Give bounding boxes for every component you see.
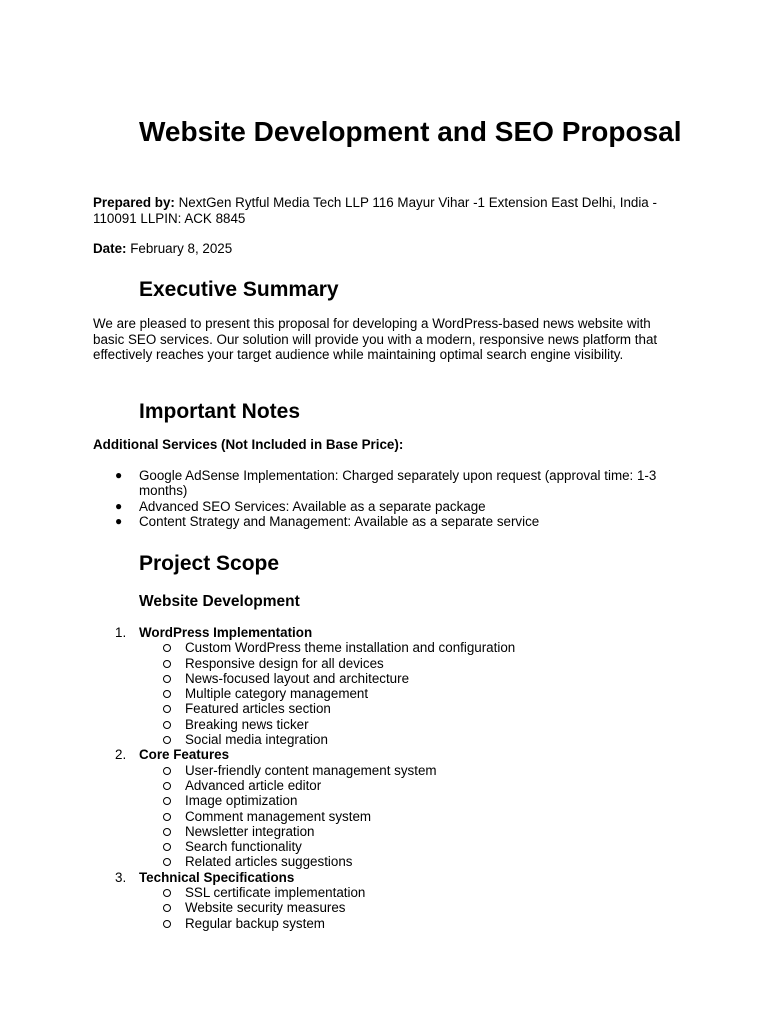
date-label: Date: (93, 241, 127, 256)
circle-bullet-icon (163, 721, 171, 729)
prepared-by-value: NextGen Rytful Media Tech LLP 116 Mayur Vihar -1 Extension East Delhi, India - 110091 LLPIN: ACK 8845 (93, 195, 657, 226)
list-item (139, 763, 683, 778)
circle-bullet-icon (163, 736, 171, 744)
list-item-text: News-focused layout and architecture (185, 670, 410, 686)
list-item-text: Image optimization (185, 793, 298, 809)
list-item-text: User-friendly content management system (185, 762, 437, 778)
scope-section-technical-specifications (93, 870, 683, 931)
list-item-text: Breaking news ticker (185, 716, 309, 732)
scope-section-core-features (93, 747, 683, 869)
list-item-text: Search functionality (185, 839, 302, 855)
list-item-text: Website security measures (185, 900, 346, 916)
list-number: 1. (115, 625, 127, 640)
list-item-text: Featured articles section (185, 701, 331, 717)
list-item-text: SSL certificate implementation (185, 885, 366, 901)
list-item-text: Related articles suggestions (185, 854, 353, 870)
list-item (93, 499, 683, 514)
circle-bullet-icon (163, 828, 171, 836)
list-item (139, 701, 683, 716)
list-item-text: Custom WordPress theme installation and configuration (185, 640, 516, 656)
list-item-text: Responsive design for all devices (185, 655, 384, 671)
additional-services-list (93, 468, 683, 529)
project-scope-heading: Project Scope (139, 552, 280, 575)
list-item-text: Social media integration (185, 732, 328, 748)
prepared-by-label: Prepared by: (93, 195, 175, 210)
list-item (139, 900, 683, 915)
important-notes-heading: Important Notes (139, 400, 301, 423)
date-line (93, 241, 683, 257)
scope-sub-list (139, 885, 683, 931)
list-item-text: Multiple category management (185, 686, 369, 702)
circle-bullet-icon (163, 858, 171, 866)
list-item (139, 732, 683, 747)
list-item-text: Comment management system (185, 808, 372, 824)
circle-bullet-icon (163, 843, 171, 851)
circle-bullet-icon (163, 889, 171, 897)
scope-section-label: Technical Specifications (139, 869, 295, 885)
list-item (139, 916, 683, 931)
list-item-text: Advanced article editor (185, 777, 322, 793)
bullet-icon: ● (115, 468, 123, 482)
scope-section-label: Core Features (139, 747, 230, 763)
circle-bullet-icon (163, 782, 171, 790)
circle-bullet-icon (163, 904, 171, 912)
list-item (139, 656, 683, 671)
list-item-text: Google AdSense Implementation: Charged separately upon request (approval time: 1-3 months) (139, 468, 657, 499)
bullet-icon: ● (115, 513, 123, 528)
list-item (139, 640, 683, 655)
list-item (139, 778, 683, 793)
list-item (139, 671, 683, 686)
executive-summary-body: We are pleased to present this proposal for developing a WordPress-based news website with basic SEO services. Our solution will provide you with a modern, responsive news platform that effectively reaches your target audience while maintaining optimal search engine visibility. (93, 316, 658, 362)
list-item-text: Regular backup system (185, 915, 325, 931)
bullet-icon: ● (115, 498, 123, 513)
circle-bullet-icon (163, 797, 171, 805)
circle-bullet-icon (163, 644, 171, 652)
list-item-text: Content Strategy and Management: Available as a separate service (139, 513, 540, 529)
list-item (93, 468, 683, 499)
page-title: Website Development and SEO Proposal (139, 116, 682, 147)
scope-sub-list (139, 640, 683, 747)
list-item-text: Advanced SEO Services: Available as a separate package (139, 498, 486, 514)
list-item-text: Newsletter integration (185, 823, 315, 839)
website-development-subheading: Website Development (139, 593, 300, 610)
executive-summary-heading: Executive Summary (139, 278, 339, 301)
list-item (93, 514, 683, 529)
date-value: February 8, 2025 (126, 241, 233, 256)
scope-section-wordpress (93, 625, 683, 747)
circle-bullet-icon (163, 767, 171, 775)
prepared-by-line (93, 195, 683, 226)
list-item (139, 717, 683, 732)
scope-sub-list (139, 763, 683, 870)
list-item (139, 854, 683, 869)
scope-section-label: WordPress Implementation (139, 625, 313, 640)
additional-services-subheading: Additional Services (Not Included in Base Price): (93, 437, 404, 452)
list-number: 3. (115, 869, 127, 885)
list-item (139, 839, 683, 854)
project-scope-list (93, 625, 683, 931)
list-item (139, 885, 683, 900)
circle-bullet-icon (163, 813, 171, 821)
circle-bullet-icon (163, 690, 171, 698)
list-number: 2. (115, 747, 127, 763)
circle-bullet-icon (163, 675, 171, 683)
circle-bullet-icon (163, 660, 171, 668)
list-item (139, 686, 683, 701)
list-item (139, 824, 683, 839)
list-item (139, 793, 683, 808)
list-item (139, 809, 683, 824)
circle-bullet-icon (163, 705, 171, 713)
circle-bullet-icon (163, 920, 171, 928)
